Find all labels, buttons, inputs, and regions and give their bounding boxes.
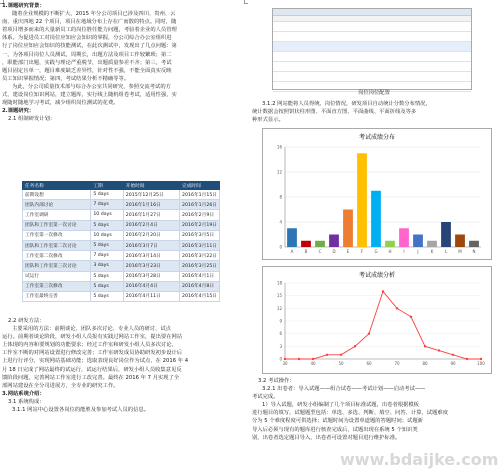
left-column-lower [2,317,242,471]
plan-table [22,181,220,302]
text-line: ，职能部门出题，实践与理论严重脱节，出题质量参差不齐；第三，考试 [2,59,172,66]
y-tick-label: 0 [279,244,282,250]
column-header: 任务名称 [23,182,91,190]
heading-background: 1.课题研究背景： [2,3,45,9]
x-tick-label: 70 [394,361,400,366]
text-line: 行了岗位应知应会知识的技能测试，在此次测试中，发现出了几点问题：第 [2,43,177,50]
column-header: 完成时间 [180,182,220,190]
data-point [312,358,314,360]
x-tick-label: B [304,249,308,254]
cell: 2016年3月7日 [123,240,179,250]
bar [469,241,479,247]
bar [287,228,297,247]
series-line [285,291,481,359]
bar [343,210,353,248]
chart-title: 考试成绩分析 [358,272,396,279]
bar [301,241,311,247]
chart-line [282,290,485,366]
solution-paragraph [2,83,242,107]
y-tick-label: 18 [276,280,282,286]
cell: 2016年2月4日 [123,220,179,230]
text-line: 着项目增多而来的大量新员工的岗位胜任能力问题，考验着企业的人员管理 [2,27,177,34]
cell: 前期设想 [23,190,91,200]
cell: 5 days [91,220,123,230]
cell: 2016年3月14日 [123,251,179,261]
table-row [23,210,220,220]
crop-mark [244,0,248,4]
x-tick-label: M [458,249,462,254]
bar [315,241,325,247]
text-line: 一，为各项目岗位人员测试，周期长，出题方法及项目工作较繁琐；第二 [2,51,172,58]
table-row [23,230,220,240]
text-line: 运行。前期者谈论阶段，研发小组人员报有实践过网站工作室，提出要在网站 [2,334,183,341]
cell: 团队和工作室第三次讨论 [23,261,91,271]
heading-exam-operation: 3.2 考试操作： [258,378,295,384]
chart-bars [287,153,479,254]
data-point [368,332,370,334]
system-text: 3.1.1 网站中心设置各岗位的能胜及参加考试人员的信息。 [12,407,149,414]
data-point [410,316,412,318]
cell: 2016年3月25日 [180,261,220,271]
heading-system: 3.网站系统介绍： [2,390,45,397]
cell: 2016年4月11日 [123,291,179,301]
x-tick-label: K [430,249,434,254]
grid-row [273,22,471,32]
x-tick-label: N [472,249,476,254]
cell: 试运行 [23,271,91,281]
data-point [340,354,342,356]
text-line: 体系。为促进员工对岗位应知应会知识的掌握，分公司综合办公室组织进 [2,35,172,42]
cell: 2016年3月11日 [180,240,220,250]
cell: 2016年3月28日 [123,271,179,281]
y-tick-label: 8 [279,194,282,200]
cell: 2015年12月25日 [123,190,179,200]
cell: 7 days [91,200,123,210]
statistics-paragraph [252,100,496,124]
method-paragraph [2,325,242,390]
cell: 2016年4月4日 [123,281,179,291]
text-line: 3.2.1 出卷者：导入试题——组合试卷——考试计划——启动考试—— [262,386,426,393]
text-line: 别，出卷者选定题目导入，出卷者可设置对题目进行维护标准。 [252,434,401,441]
cell: 2016年1月15日 [180,190,220,200]
grid-row [273,62,471,72]
x-tick-label: 40 [310,361,316,366]
data-point [466,358,468,360]
text-line: 馈阶段问题，完善网站工作室进行工改完善。最终在 2016 年 7 月实现了全 [2,374,180,381]
x-tick-label: 50 [338,361,344,366]
cell: 团队和工作室第二次讨论 [23,240,91,250]
bar [357,153,367,247]
y-tick-label: 0 [279,356,282,362]
text-line: 月 18 日完成了网站最终的试运行，试运行结果后，研发小组人员收集意见反 [2,366,182,373]
y-tick-label: 16 [276,144,282,150]
bar [427,241,437,247]
text-line: 部网站建设在全分司进展方，全专业的研究工作。 [2,382,119,389]
text-line: 式，建设岗位知识网站，建立题库，实行线上随机组卷考试，适用性强，实 [2,92,177,99]
background-paragraph [2,10,242,83]
x-tick-label: 80 [422,361,428,366]
bar [455,235,465,248]
cell: 2016年2月9日 [180,210,220,220]
cell: 2016年3月5日 [180,230,220,240]
text-line: 3.1.2 网站能将人员得统、岗位情况，研发项目自动统计分数分布情况， [262,101,431,107]
text-line: 导入后必须与现有的题库进行核查完成后，试题出现在系统 5 个知识类 [252,426,418,433]
table-row [23,251,220,261]
grid-row [273,52,471,62]
text-line: 随着企业规模的不断扩大，2015 年分公司项目已涉及四川、贵州、云 [12,11,176,18]
cell: 5 days [91,190,123,200]
cell: 5 days [91,240,123,250]
y-tick-label: 4 [279,219,282,225]
x-tick-label: A [290,249,294,254]
bar [413,235,423,248]
table-row [23,271,220,281]
table-header-row [23,182,220,190]
text-line: 主要采用的方法：前期谈论、团队多次讨论、专业人员的研讨、试点 [12,326,171,333]
chart-title: 考试成绩分布 [358,134,396,141]
data-point [382,290,384,292]
table-row [23,200,220,210]
data-point [480,358,482,360]
column-header: 工期 [91,182,123,190]
cell: 工作室调研 [23,210,91,220]
heading-composition: 3.1 系统构成： [8,398,45,405]
text-line: 南、重庆四地 22 个项目，项目在地域分布上存在广而散的特点。同时，随 [2,19,177,26]
score-distribution-chart [263,129,491,259]
bar [399,228,409,247]
x-tick-label: 90 [450,361,456,366]
cell: 工作室第二次修改 [23,251,91,261]
cell: 工作室最终完善 [23,291,91,301]
table-row [23,261,220,271]
data-point [424,345,426,347]
x-tick-label: H [388,249,392,254]
cell: 2016年4月15日 [180,291,220,301]
x-tick-label: L [444,249,448,254]
table-row [23,220,220,230]
cell: 7 days [91,251,123,261]
grid-row [273,32,471,42]
bar [371,191,381,247]
x-tick-label: F [360,249,364,254]
text-line: 工作室不断的对网站设置进行修改完善；工作室研发成员协助研发初步设计后 [2,350,183,357]
text-line: 员工知识掌握情况；第四，考试结果分析不精确等等。 [2,75,130,82]
bar [441,222,451,247]
cell: 5 days [91,271,123,281]
data-point [438,349,440,351]
table-row [23,190,220,200]
x-tick-label: C [318,249,322,254]
screenshot-toolbar [273,9,471,16]
x-tick-label: 100 [477,361,485,366]
table-row [23,240,220,250]
x-tick-label: I [403,249,405,254]
data-point [298,358,300,360]
x-tick-label: G [374,249,378,254]
column-header: 开始时间 [123,182,179,190]
cell: 10 days [91,230,123,240]
grid-row [273,72,471,82]
cell: 5 days [91,291,123,301]
bar [329,235,339,248]
y-tick-label: 3 [279,343,282,349]
text-line: 1）导入试题，研发小组编制了几个项目标准试题，出卷者根据模板 [262,402,419,409]
text-line: 现随时随地学习考试，减少组织岗位测试的花费。 [2,100,119,107]
cell: 2016年4月1日 [180,271,220,281]
cell: 2016年4月8日 [180,281,220,291]
cell: 工作室第三次修改 [23,281,91,291]
position-config-screenshot [272,8,472,90]
y-tick-label: 6 [279,331,282,337]
cell: 2016年2月20日 [123,230,179,240]
cell: 2016年1月27日 [123,210,179,220]
y-tick-label: 15 [276,293,282,299]
cell: 2016年2月19日 [180,220,220,230]
data-point [354,345,356,347]
figure-caption: 岗位岗位配置 [358,90,390,96]
text-line: 统计数据会按照饼状柱形图、平面直方图、平面曲线、平面折线及等多 [252,109,417,116]
cell: 5 days [91,281,123,291]
text-line: 考试完成。 [252,394,279,401]
cell: 2016年1月16日 [123,200,179,210]
table-row [23,281,220,291]
watermark: www.bdaijke.com [340,450,499,469]
text-line: 题目固定且单一，题目难度缺乏差异性，针对性不强，不能全面真实反映 [2,67,172,74]
cell: 3 days [91,261,123,271]
cell: 团队内部讨论 [23,200,91,210]
x-tick-label: J [417,249,419,254]
chart-axes [277,281,481,362]
x-tick-label: 60 [366,361,372,366]
text-line: 上进行行评分，实现网站基础功能；选取表现良好岗位作为试点，在 2016 年 4 [2,358,189,365]
table-row [23,291,220,301]
cell: 团队和工作室第一次讨论 [23,220,91,230]
cell: 2016年3月23日 [123,261,179,271]
x-tick-label: 30 [282,361,288,366]
text-line: 上体现的内容和要规划的功能要求；经过工作室和研发小组人员多次讨论， [2,342,177,349]
score-distribution-chart-frame [262,128,492,260]
data-point [452,354,454,356]
heading-method: 2.2 研发方法： [8,318,45,324]
cell: 2016年1月26日 [180,200,220,210]
cell: 10 days [91,210,123,220]
data-point [396,307,398,309]
score-analysis-chart [263,267,491,373]
y-tick-label: 9 [279,318,282,324]
y-tick-label: 12 [276,169,282,175]
text-line: 分为 5 个难度程度可供选择；试题时间为设置单道题的答题时间；试题新 [252,418,423,425]
x-tick-label: E [346,249,350,254]
grid-row [273,42,471,52]
y-tick-label: 12 [276,305,282,311]
data-point [326,354,328,356]
score-analysis-chart-frame [262,266,492,374]
x-tick-label: D [332,249,336,254]
data-point [284,358,286,360]
text-line: 进行题目的填写，试题题型包括：单选、多选、判断、填空、问答、计算，试题难度 [252,410,448,417]
exam-operation-section [252,377,496,442]
text-line: 种形式显示。 [252,117,284,124]
heading-plan: 2.1 组制研发计划： [8,116,56,123]
bar [385,241,395,247]
cell: 2016年3月22日 [180,251,220,261]
cell: 工作室第一次修改 [23,230,91,240]
text-line: 为此，分公司质量技术部与综合办公室共同研究，参照交流考试的方 [12,83,171,90]
heading-research: 2.课题研究： [2,108,35,115]
